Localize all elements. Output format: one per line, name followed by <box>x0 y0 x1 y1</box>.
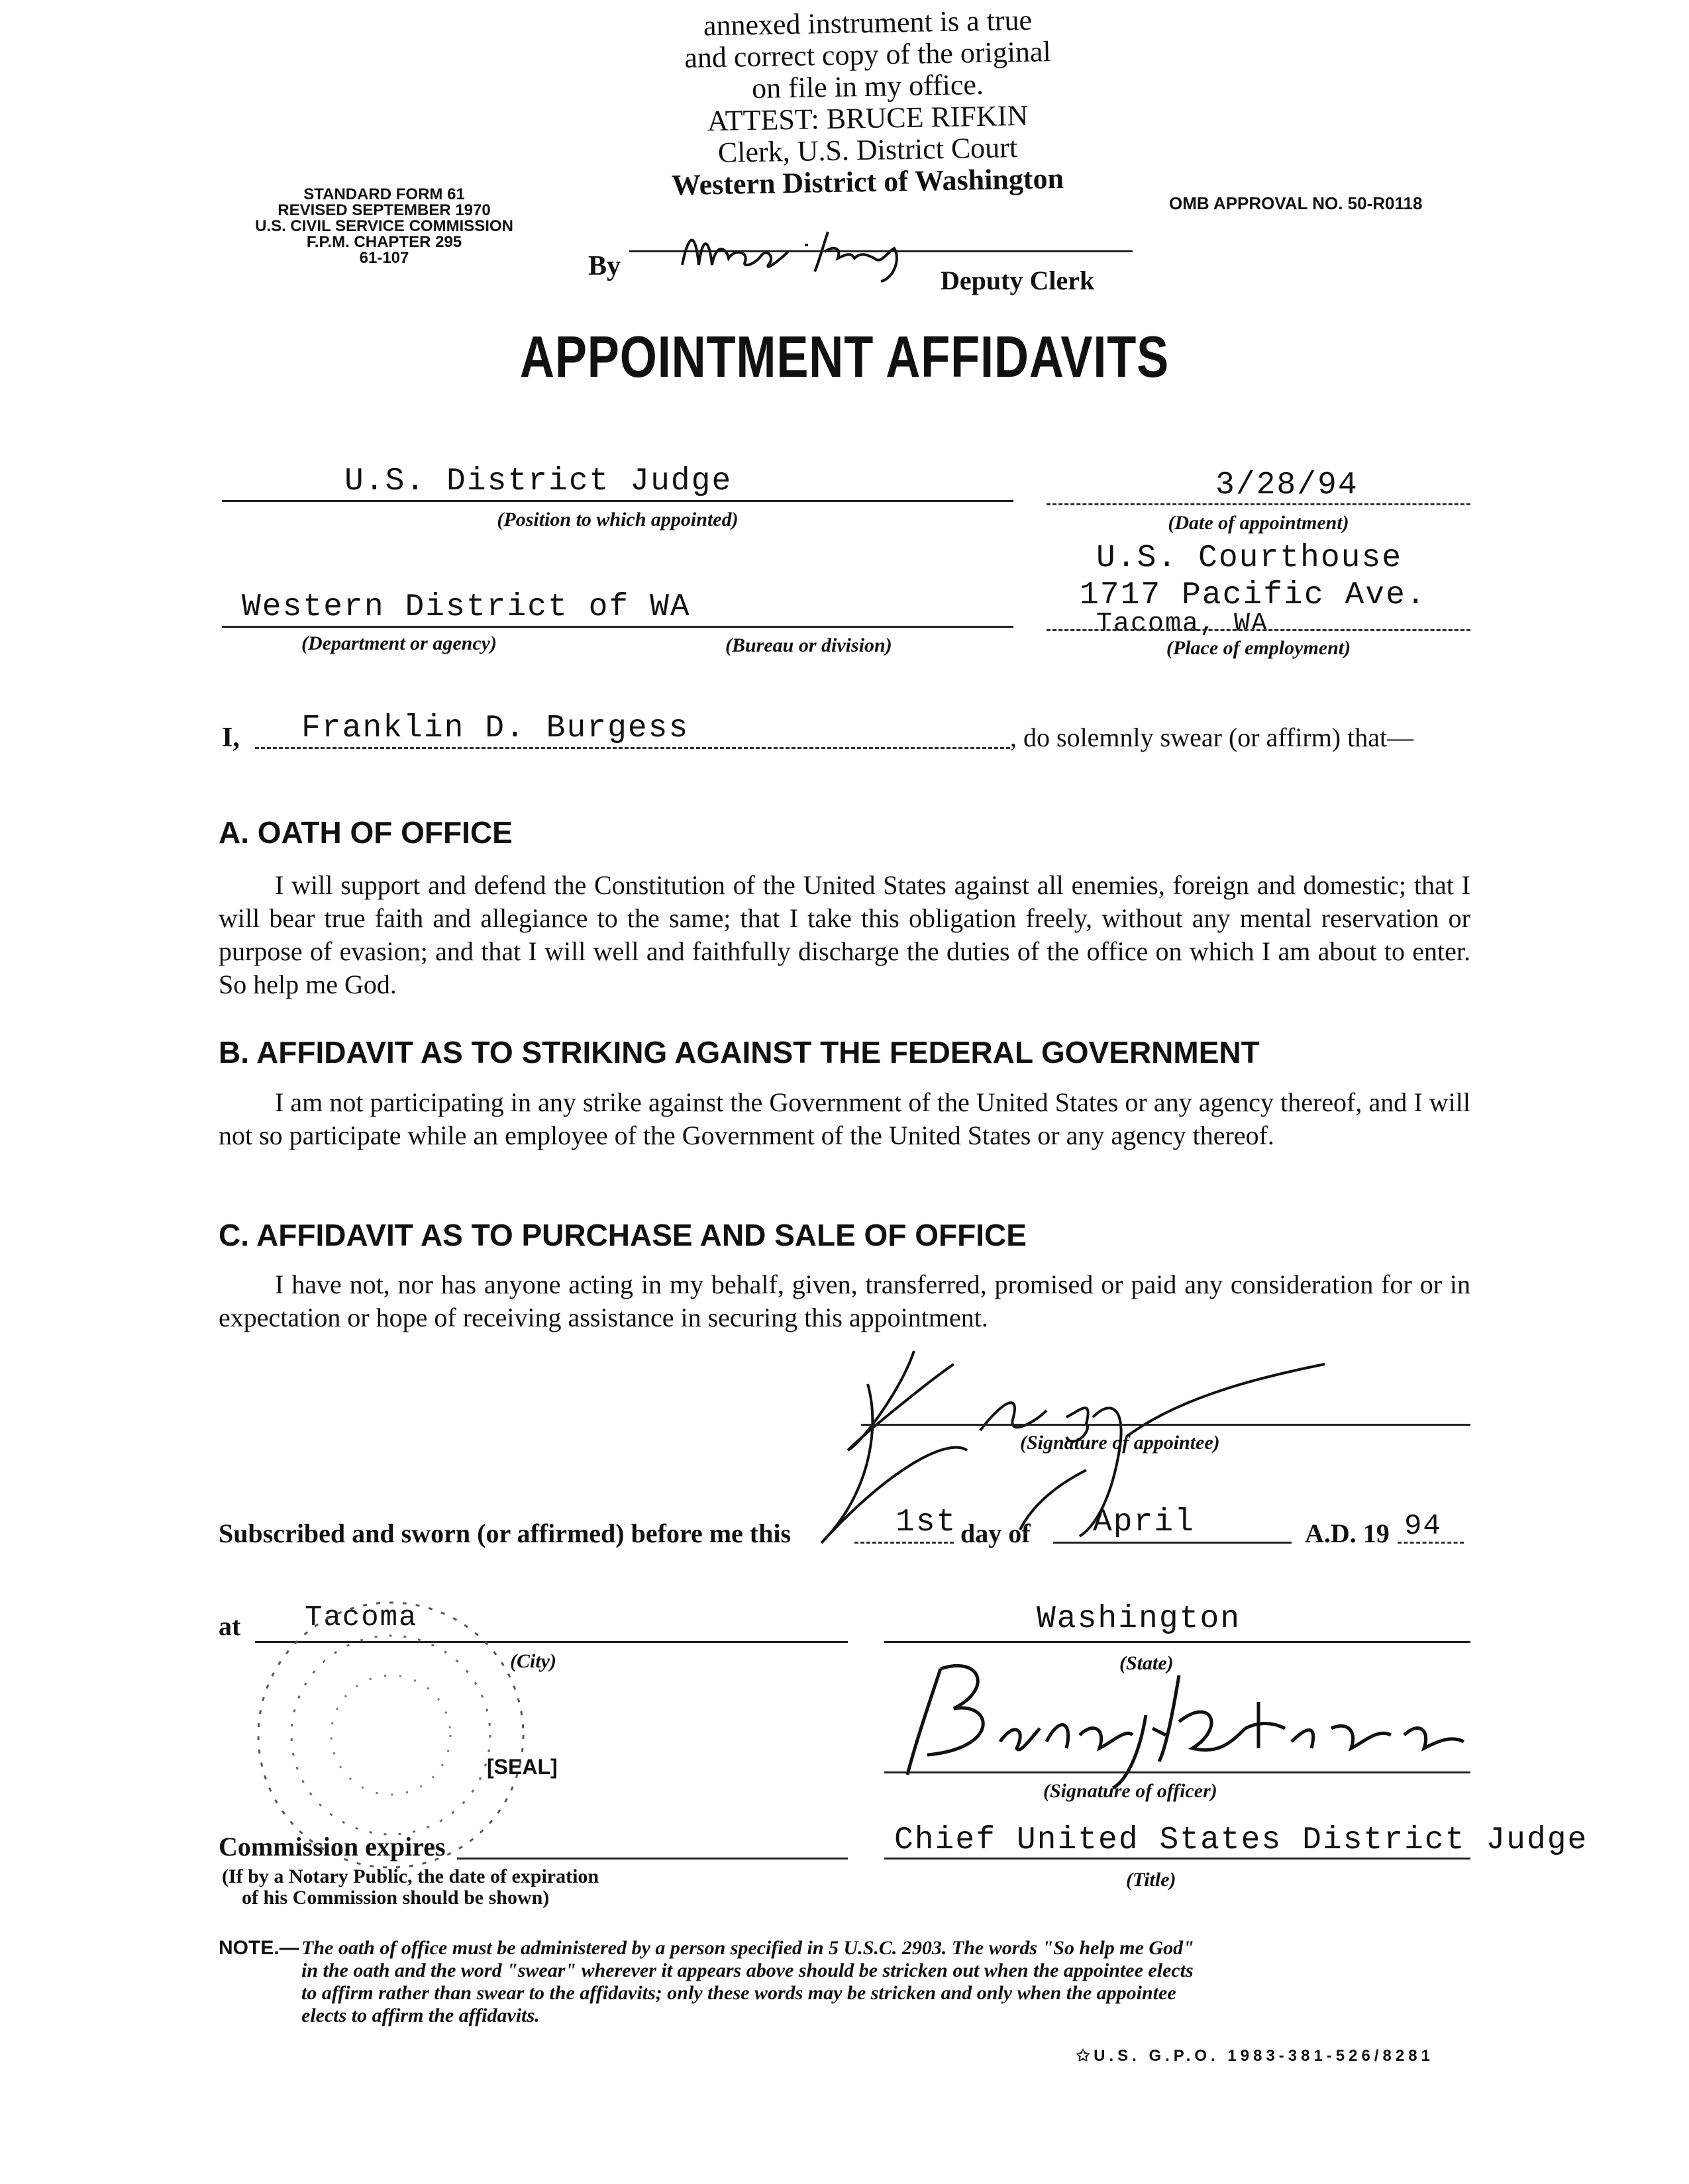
officer-signature <box>901 1656 1484 1801</box>
ad-label: A.D. 19 <box>1305 1518 1390 1548</box>
form-info-line-2: REVISED SEPTEMBER 1970 <box>278 201 491 219</box>
department-value: Western District of WA <box>242 589 691 625</box>
cert-line-5: Clerk, U.S. District Court <box>717 131 1018 169</box>
cert-line-2: and correct copy of the original <box>684 35 1052 74</box>
date-value: 3/28/94 <box>1215 468 1358 503</box>
sworn-day-value: 1st <box>896 1505 957 1540</box>
at-label: at <box>219 1611 241 1641</box>
swear-text: , do solemnly swear (or affirm) that— <box>1010 722 1414 752</box>
section-b-heading: B. AFFIDAVIT AS TO STRIKING AGAINST THE FEDERAL GOVERNMENT <box>219 1035 1260 1069</box>
note-line-4: elects to affirm the affidavits. <box>301 2005 540 2026</box>
department-line <box>222 626 1013 628</box>
commission-note-line-1: (If by a Notary Public, the date of expiration <box>222 1865 599 1887</box>
by-label: By <box>588 251 621 281</box>
state-line <box>884 1641 1470 1643</box>
omb-approval: OMB APPROVAL NO. 50-R0118 <box>1169 193 1423 213</box>
position-caption: (Position to which appointed) <box>497 509 739 530</box>
i-label: I, <box>222 722 240 753</box>
cert-line-3: on file in my office. <box>751 68 984 105</box>
note-label: NOTE.— <box>219 1937 299 1959</box>
place-line-3: Tacoma, WA <box>1096 609 1269 639</box>
place-line-1: U.S. Courthouse <box>1096 540 1403 576</box>
section-a-heading: A. OATH OF OFFICE <box>219 815 513 850</box>
city-caption: (City) <box>510 1650 556 1672</box>
section-b-body: I am not participating in any strike against the Government of the United States or any agency thereof, and I will not so participate while an employee of the Government of the United States or any agency thereof. <box>219 1087 1470 1150</box>
sworn-prefix: Subscribed and sworn (or affirmed) before me this <box>219 1518 792 1548</box>
officer-title-line <box>884 1858 1470 1860</box>
form-info-line-3: U.S. CIVIL SERVICE COMMISSION <box>255 217 513 235</box>
sworn-year-line <box>1398 1542 1464 1544</box>
appointee-signature-caption: (Signature of appointee) <box>1020 1432 1220 1454</box>
commission-note <box>222 1866 599 1909</box>
gpo-imprint: ✩U.S. G.P.O. 1983-381-526/8281 <box>1076 2047 1434 2065</box>
clerk-signature <box>676 219 954 285</box>
place-line-2: 1717 Pacific Ave. <box>1080 577 1427 613</box>
place-caption: (Place of employment) <box>1166 637 1351 659</box>
department-caption: (Department or agency) <box>301 632 497 654</box>
sworn-year-value: 94 <box>1404 1510 1442 1543</box>
note-line-3: to affirm rather than swear to the affidavits; only these words may be stricken and only when the appointee <box>301 1982 1176 2004</box>
appointee-signature-line <box>861 1424 1470 1426</box>
page-title: APPOINTMENT AFFIDAVITS <box>519 324 1170 389</box>
state-value: Washington <box>1037 1601 1241 1637</box>
form-info-line-4: F.P.M. CHAPTER 295 <box>306 233 462 251</box>
form-info-line-5: 61-107 <box>359 249 409 267</box>
name-line <box>255 747 1010 749</box>
note-text <box>301 1937 1480 2027</box>
date-line <box>1047 503 1470 505</box>
section-c-body: I have not, nor has anyone acting in my behalf, given, transferred, promised or paid any consideration for or in expectation or hope of receiving assistance in securing this appointment. <box>219 1269 1470 1332</box>
appointee-name: Franklin D. Burgess <box>301 711 690 746</box>
note-line-1: The oath of office must be administered by a person specified in 5 U.S.C. 2903. The words "So help me God" <box>301 1937 1194 1959</box>
commission-label: Commission expires <box>219 1832 446 1861</box>
city-value: Tacoma <box>305 1601 418 1634</box>
sworn-month-value: April <box>1093 1505 1196 1540</box>
officer-title-value: Chief United States District Judge <box>894 1822 1588 1858</box>
cert-line-4: ATTEST: BRUCE RIFKIN <box>707 99 1029 138</box>
section-c-heading: C. AFFIDAVIT AS TO PURCHASE AND SALE OF OFFICE <box>219 1218 1027 1252</box>
note-line-2: in the oath and the word "swear" wherever it appears above should be stricken out when the appointee elects <box>301 1960 1194 1981</box>
commission-line <box>457 1858 848 1860</box>
cert-line-6: Western District of Washington <box>671 162 1064 202</box>
sworn-day-of: day of <box>960 1518 1031 1548</box>
bureau-caption: (Bureau or division) <box>725 634 892 656</box>
date-caption: (Date of appointment) <box>1168 512 1349 534</box>
officer-title-caption: (Title) <box>1126 1869 1176 1891</box>
cert-line-1: annexed instrument is a true <box>703 3 1033 42</box>
form-info <box>199 187 570 266</box>
state-caption: (State) <box>1119 1652 1174 1674</box>
sworn-month-line <box>1053 1542 1292 1544</box>
position-line <box>222 500 1013 502</box>
section-a-body: I will support and defend the Constitution of the United States against all enemies, foreign and domestic; that I will bear true faith and allegiance to the same; that I take this obligation freely, without any mental reservation or purpose of evasion; and that I will well and faithfully discharge the duties of the office on which I am about to enter. So help me God. <box>219 870 1470 999</box>
officer-signature-caption: (Signature of officer) <box>1043 1780 1217 1802</box>
place-line <box>1047 629 1470 631</box>
position-value: U.S. District Judge <box>344 464 733 499</box>
seal-label: [SEAL] <box>487 1755 558 1779</box>
deputy-clerk-label: Deputy Clerk <box>941 266 1095 295</box>
commission-note-line-2: of his Commission should be shown) <box>242 1887 550 1909</box>
officer-signature-line <box>884 1771 1470 1773</box>
sworn-day-line <box>854 1542 954 1544</box>
form-info-line-1: STANDARD FORM 61 <box>303 185 465 203</box>
